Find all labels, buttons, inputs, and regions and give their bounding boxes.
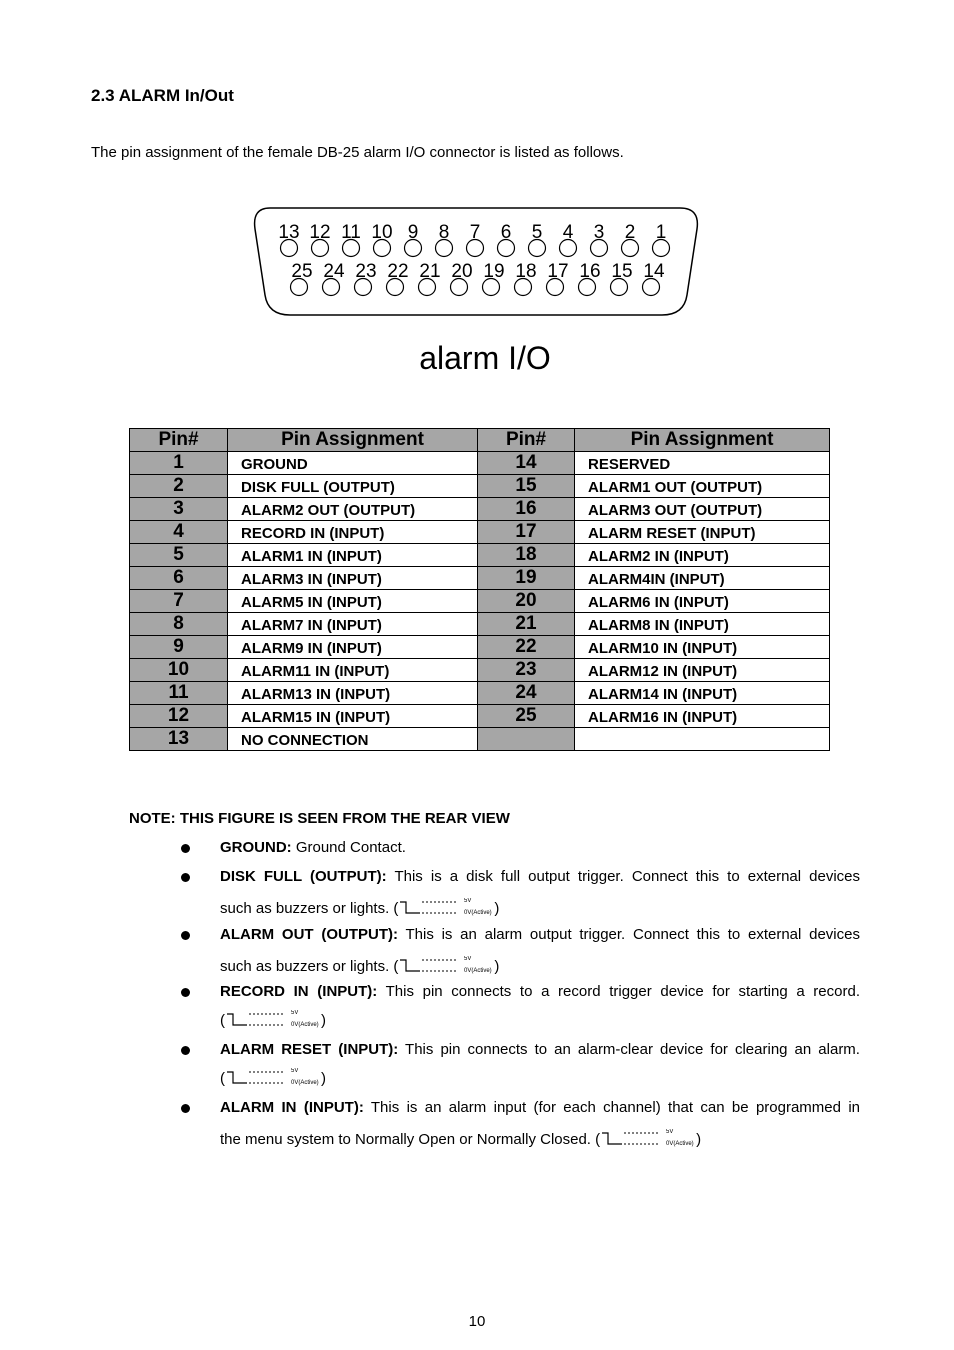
connector-pin-label: 7	[469, 222, 481, 243]
pin-assignment-cell: DISK FULL (OUTPUT)	[228, 475, 478, 498]
pin-number-cell: 21	[478, 613, 575, 636]
wave-low-label: 0V(Active)	[291, 1080, 319, 1087]
connector-pin-label: 24	[323, 261, 345, 282]
pin-assignment-cell: ALARM RESET (INPUT)	[575, 521, 830, 544]
pin-assignment-cell: ALARM6 IN (INPUT)	[575, 590, 830, 613]
intro-paragraph: The pin assignment of the female DB-25 alarm I/O connector is listed as follows.	[91, 144, 624, 161]
pin-assignment-cell: ALARM5 IN (INPUT)	[228, 590, 478, 613]
db25-connector-diagram	[250, 205, 702, 321]
bullet-item	[220, 1092, 860, 1156]
connector-pin-label: 17	[547, 261, 569, 282]
bullet-continuation: (	[220, 1012, 225, 1029]
pin-number-cell: 11	[130, 682, 228, 705]
connector-pin-label: 8	[438, 222, 450, 243]
bullet-term: GROUND:	[220, 839, 292, 856]
pin-number-cell: 18	[478, 544, 575, 567]
wave-low-label: 0V(Active)	[666, 1141, 694, 1148]
table-row	[130, 475, 830, 498]
bullet-term: RECORD IN (INPUT):	[220, 983, 378, 1000]
table-row	[130, 567, 830, 590]
bullet-dot-icon	[181, 844, 190, 853]
pin-number-cell: 9	[130, 636, 228, 659]
bullet-continuation: such as buzzers or lights. (	[220, 900, 399, 917]
bullet-description: This pin connects to an alarm-clear device for clearing an alarm.	[398, 1041, 860, 1058]
pin-assignment-cell: GROUND	[228, 452, 478, 475]
table-row	[130, 613, 830, 636]
pin-assignment-cell: ALARM4IN (INPUT)	[575, 567, 830, 590]
bullet-term: ALARM IN (INPUT):	[220, 1099, 364, 1116]
page-number: 10	[468, 1313, 486, 1330]
connector-pin-label: 9	[407, 222, 419, 243]
table-row	[130, 498, 830, 521]
header-assignment-a: Pin Assignment	[228, 429, 478, 452]
pin-number-cell: 1	[130, 452, 228, 475]
active-low-signal-icon	[398, 898, 494, 920]
pin-assignment-cell: ALARM1 IN (INPUT)	[228, 544, 478, 567]
connector-pin-label: 20	[451, 261, 473, 282]
table-row	[130, 590, 830, 613]
bullet-continuation: such as buzzers or lights. (	[220, 958, 399, 975]
pin-assignment-cell: ALARM8 IN (INPUT)	[575, 613, 830, 636]
pin-number-cell: 5	[130, 544, 228, 567]
wave-low-label: 0V(Active)	[291, 1022, 319, 1029]
pin-number-cell: 15	[478, 475, 575, 498]
pin-number-cell: 3	[130, 498, 228, 521]
pin-number-cell: 7	[130, 590, 228, 613]
connector-pin-label: 5	[531, 222, 543, 243]
close-paren: )	[321, 1070, 326, 1087]
connector-pin-label: 13	[278, 222, 300, 243]
table-header-row	[130, 429, 830, 452]
connector-pin-label: 14	[643, 261, 665, 282]
table-row	[130, 452, 830, 475]
pin-number-cell: 10	[130, 659, 228, 682]
connector-pin-label: 23	[355, 261, 377, 282]
pin-number-cell: 23	[478, 659, 575, 682]
wave-high-label: 5V	[666, 1129, 674, 1136]
connector-pin-label: 3	[593, 222, 605, 243]
close-paren: )	[321, 1012, 326, 1029]
pin-number-cell: 12	[130, 705, 228, 728]
bullet-term: DISK FULL (OUTPUT):	[220, 868, 387, 885]
table-row	[130, 521, 830, 544]
bullet-item	[220, 832, 860, 864]
pin-number-cell	[478, 728, 575, 751]
pin-number-cell: 4	[130, 521, 228, 544]
close-paren: )	[494, 958, 500, 975]
bullet-item	[220, 919, 860, 983]
pin-assignment-cell: NO CONNECTION	[228, 728, 478, 751]
table-row	[130, 705, 830, 728]
active-low-signal-icon	[225, 1068, 321, 1090]
pin-number-cell: 6	[130, 567, 228, 590]
connector-pin-label: 1	[655, 222, 667, 243]
connector-pin-label: 6	[500, 222, 512, 243]
section-title: 2.3 ALARM In/Out	[91, 86, 234, 105]
bullet-dot-icon	[181, 988, 190, 997]
connector-pin-label: 25	[291, 261, 313, 282]
pin-number-cell: 25	[478, 705, 575, 728]
wave-high-label: 5V	[291, 1010, 299, 1017]
pin-assignment-cell: ALARM13 IN (INPUT)	[228, 682, 478, 705]
bullet-dot-icon	[181, 1046, 190, 1055]
header-assignment-b: Pin Assignment	[575, 429, 830, 452]
bullet-dot-icon	[181, 931, 190, 940]
pin-number-cell: 14	[478, 452, 575, 475]
wave-low-label: 0V(Active)	[464, 910, 493, 917]
pin-number-cell: 17	[478, 521, 575, 544]
pin-number-cell: 19	[478, 567, 575, 590]
pin-assignment-cell: ALARM7 IN (INPUT)	[228, 613, 478, 636]
connector-pin-label: 2	[624, 222, 636, 243]
pin-assignment-cell	[575, 728, 830, 751]
pin-number-cell: 2	[130, 475, 228, 498]
header-pin-b: Pin#	[478, 429, 575, 452]
header-pin-a: Pin#	[130, 429, 228, 452]
connector-pin-label: 22	[387, 261, 409, 282]
bullet-continuation: (	[220, 1070, 225, 1087]
pin-assignment-cell: ALARM2 OUT (OUTPUT)	[228, 498, 478, 521]
pin-number-cell: 8	[130, 613, 228, 636]
bullet-dot-icon	[181, 873, 190, 882]
pin-assignment-cell: ALARM11 IN (INPUT)	[228, 659, 478, 682]
bullet-description: This is a disk full output trigger. Connect this to external devices	[386, 868, 861, 885]
pin-number-cell: 24	[478, 682, 575, 705]
pin-assignment-cell: ALARM1 OUT (OUTPUT)	[575, 475, 830, 498]
connector-pin-label: 18	[515, 261, 537, 282]
pin-assignment-cell: ALARM9 IN (INPUT)	[228, 636, 478, 659]
pin-assignment-table	[129, 428, 830, 751]
table-row	[130, 728, 830, 751]
active-low-signal-icon	[600, 1129, 696, 1151]
bullet-description: This is an alarm output trigger. Connect this to external devices	[398, 926, 860, 943]
rear-view-note: NOTE: THIS FIGURE IS SEEN FROM THE REAR VIEW	[129, 810, 510, 827]
table-row	[130, 544, 830, 567]
table-row	[130, 636, 830, 659]
bullet-description: This pin connects to a record trigger device for starting a record.	[377, 983, 860, 1000]
pin-assignment-cell: RESERVED	[575, 452, 830, 475]
connector-pin-label: 4	[562, 222, 574, 243]
connector-pin-label: 16	[579, 261, 601, 282]
bullet-item	[220, 1034, 860, 1092]
bullet-term: ALARM OUT (OUTPUT):	[220, 926, 398, 943]
wave-high-label: 5V	[464, 898, 472, 905]
table-row	[130, 682, 830, 705]
pin-assignment-cell: ALARM16 IN (INPUT)	[575, 705, 830, 728]
connector-pin-label: 12	[309, 222, 331, 243]
active-low-signal-icon	[398, 956, 494, 978]
pin-assignment-cell: ALARM3 OUT (OUTPUT)	[575, 498, 830, 521]
connector-pin-label: 19	[483, 261, 505, 282]
bullet-dot-icon	[181, 1104, 190, 1113]
wave-high-label: 5V	[291, 1068, 299, 1075]
close-paren: )	[696, 1131, 702, 1148]
diagram-caption: alarm I/O	[419, 340, 551, 376]
connector-pin-label: 21	[419, 261, 441, 282]
bullet-item	[220, 976, 860, 1034]
pin-assignment-cell: ALARM15 IN (INPUT)	[228, 705, 478, 728]
pin-number-cell: 20	[478, 590, 575, 613]
bullet-term: ALARM RESET (INPUT):	[220, 1041, 399, 1058]
active-low-signal-icon	[225, 1010, 321, 1032]
pin-assignment-cell: ALARM14 IN (INPUT)	[575, 682, 830, 705]
pin-number-cell: 22	[478, 636, 575, 659]
pin-assignment-cell: ALARM2 IN (INPUT)	[575, 544, 830, 567]
pin-assignment-cell: ALARM10 IN (INPUT)	[575, 636, 830, 659]
pin-assignment-cell: ALARM12 IN (INPUT)	[575, 659, 830, 682]
close-paren: )	[494, 900, 500, 917]
bullet-description: Ground Contact.	[291, 839, 406, 856]
table-row	[130, 659, 830, 682]
bullet-item	[220, 861, 860, 925]
wave-high-label: 5V	[464, 956, 472, 963]
pin-number-cell: 13	[130, 728, 228, 751]
pin-assignment-cell: ALARM3 IN (INPUT)	[228, 567, 478, 590]
pin-assignment-cell: RECORD IN (INPUT)	[228, 521, 478, 544]
wave-low-label: 0V(Active)	[464, 968, 493, 975]
connector-pin-label: 15	[611, 261, 633, 282]
pin-number-cell: 16	[478, 498, 575, 521]
bullet-continuation: the menu system to Normally Open or Normally Closed. (	[220, 1131, 601, 1148]
connector-pin-label: 10	[371, 222, 393, 243]
connector-pin-label: 11	[341, 222, 361, 243]
bullet-description: This is an alarm input (for each channel) that can be programmed in	[363, 1099, 860, 1116]
